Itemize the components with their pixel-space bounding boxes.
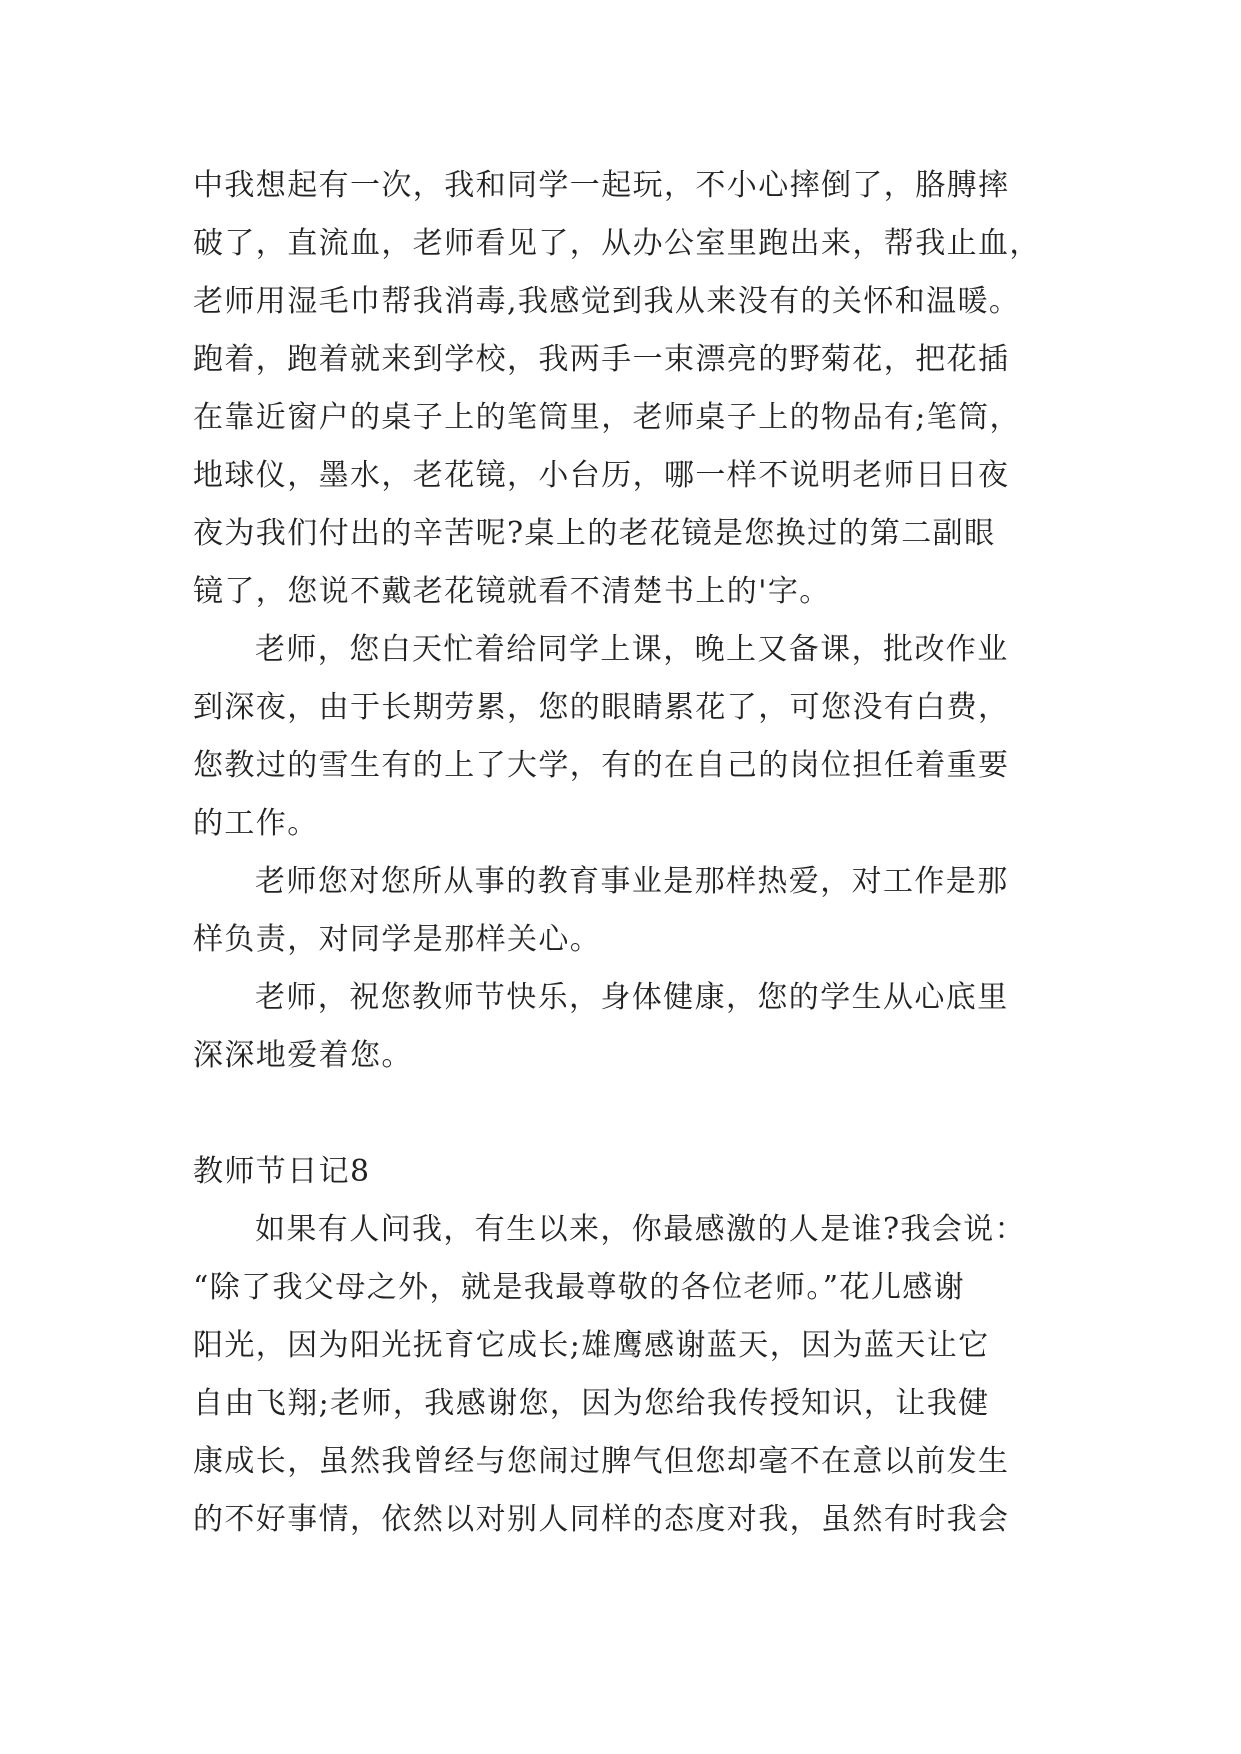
text-line: 您教过的雪生有的上了大学，有的在自己的岗位担任着重要 [193,748,1010,783]
text-line: 阳光，因为阳光抚育它成长;雄鹰感谢蓝天，因为蓝天让它 [193,1328,990,1363]
paragraph-continued [193,157,1121,621]
text-line: 老师，您白天忙着给同学上课，晚上又备课，批改作业 [255,632,1009,667]
text-line: 老师用湿毛巾帮我消毒,我感觉到我从来没有的关怀和温暖。 [193,284,1021,319]
text-line: 破了，直流血，老师看见了，从办公室里跑出来，帮我止血， [193,226,1041,261]
text-line: 中我想起有一次，我和同学一起玩，不小心摔倒了，胳膊摔 [193,168,1010,203]
paragraph [193,853,1121,969]
text-line: 镜了，您说不戴老花镜就看不清楚书上的'字。 [193,574,831,609]
text-line: 老师，祝您教师节快乐，身体健康，您的学生从心底里 [255,980,1009,1015]
text-line: 老师您对您所从事的教育事业是那样热爱，对工作是那 [255,864,1009,899]
text-line: 夜为我们付出的辛苦呢?桌上的老花镜是您换过的第二副眼 [193,516,996,551]
text-line: 的不好事情，依然以对别人同样的态度对我，虽然有时我会 [193,1502,1010,1537]
text-line: “除了我父母之外，就是我最尊敬的各位老师。”花儿感谢 [193,1270,966,1305]
text-line: 自由飞翔;老师，我感谢您，因为您给我传授知识，让我健 [193,1386,990,1421]
text-line: 在靠近窗户的桌子上的笔筒里，老师桌子上的物品有;笔筒， [193,400,1021,435]
text-line: 样负责，对同学是那样关心。 [193,922,602,957]
text-line: 如果有人问我，有生以来，你最感激的人是谁?我会说： [255,1212,1027,1247]
section-heading: 教师节日记8 [193,1154,371,1189]
paragraph [193,969,1121,1085]
blank-line [193,1085,1121,1143]
paragraph [193,621,1121,853]
text-line: 的工作。 [193,806,319,841]
text-line: 康成长，虽然我曾经与您闹过脾气但您却毫不在意以前发生 [193,1444,1010,1479]
text-line: 深深地爱着您。 [193,1038,413,1073]
text-line: 到深夜，由于长期劳累，您的眼睛累花了，可您没有白费， [193,690,1010,725]
paragraph [193,1201,1121,1549]
text-line: 地球仪，墨水，老花镜，小台历，哪一样不说明老师日日夜 [193,458,1010,493]
text-line: 跑着，跑着就来到学校，我两手一束漂亮的野菊花，把花插 [193,342,1010,377]
